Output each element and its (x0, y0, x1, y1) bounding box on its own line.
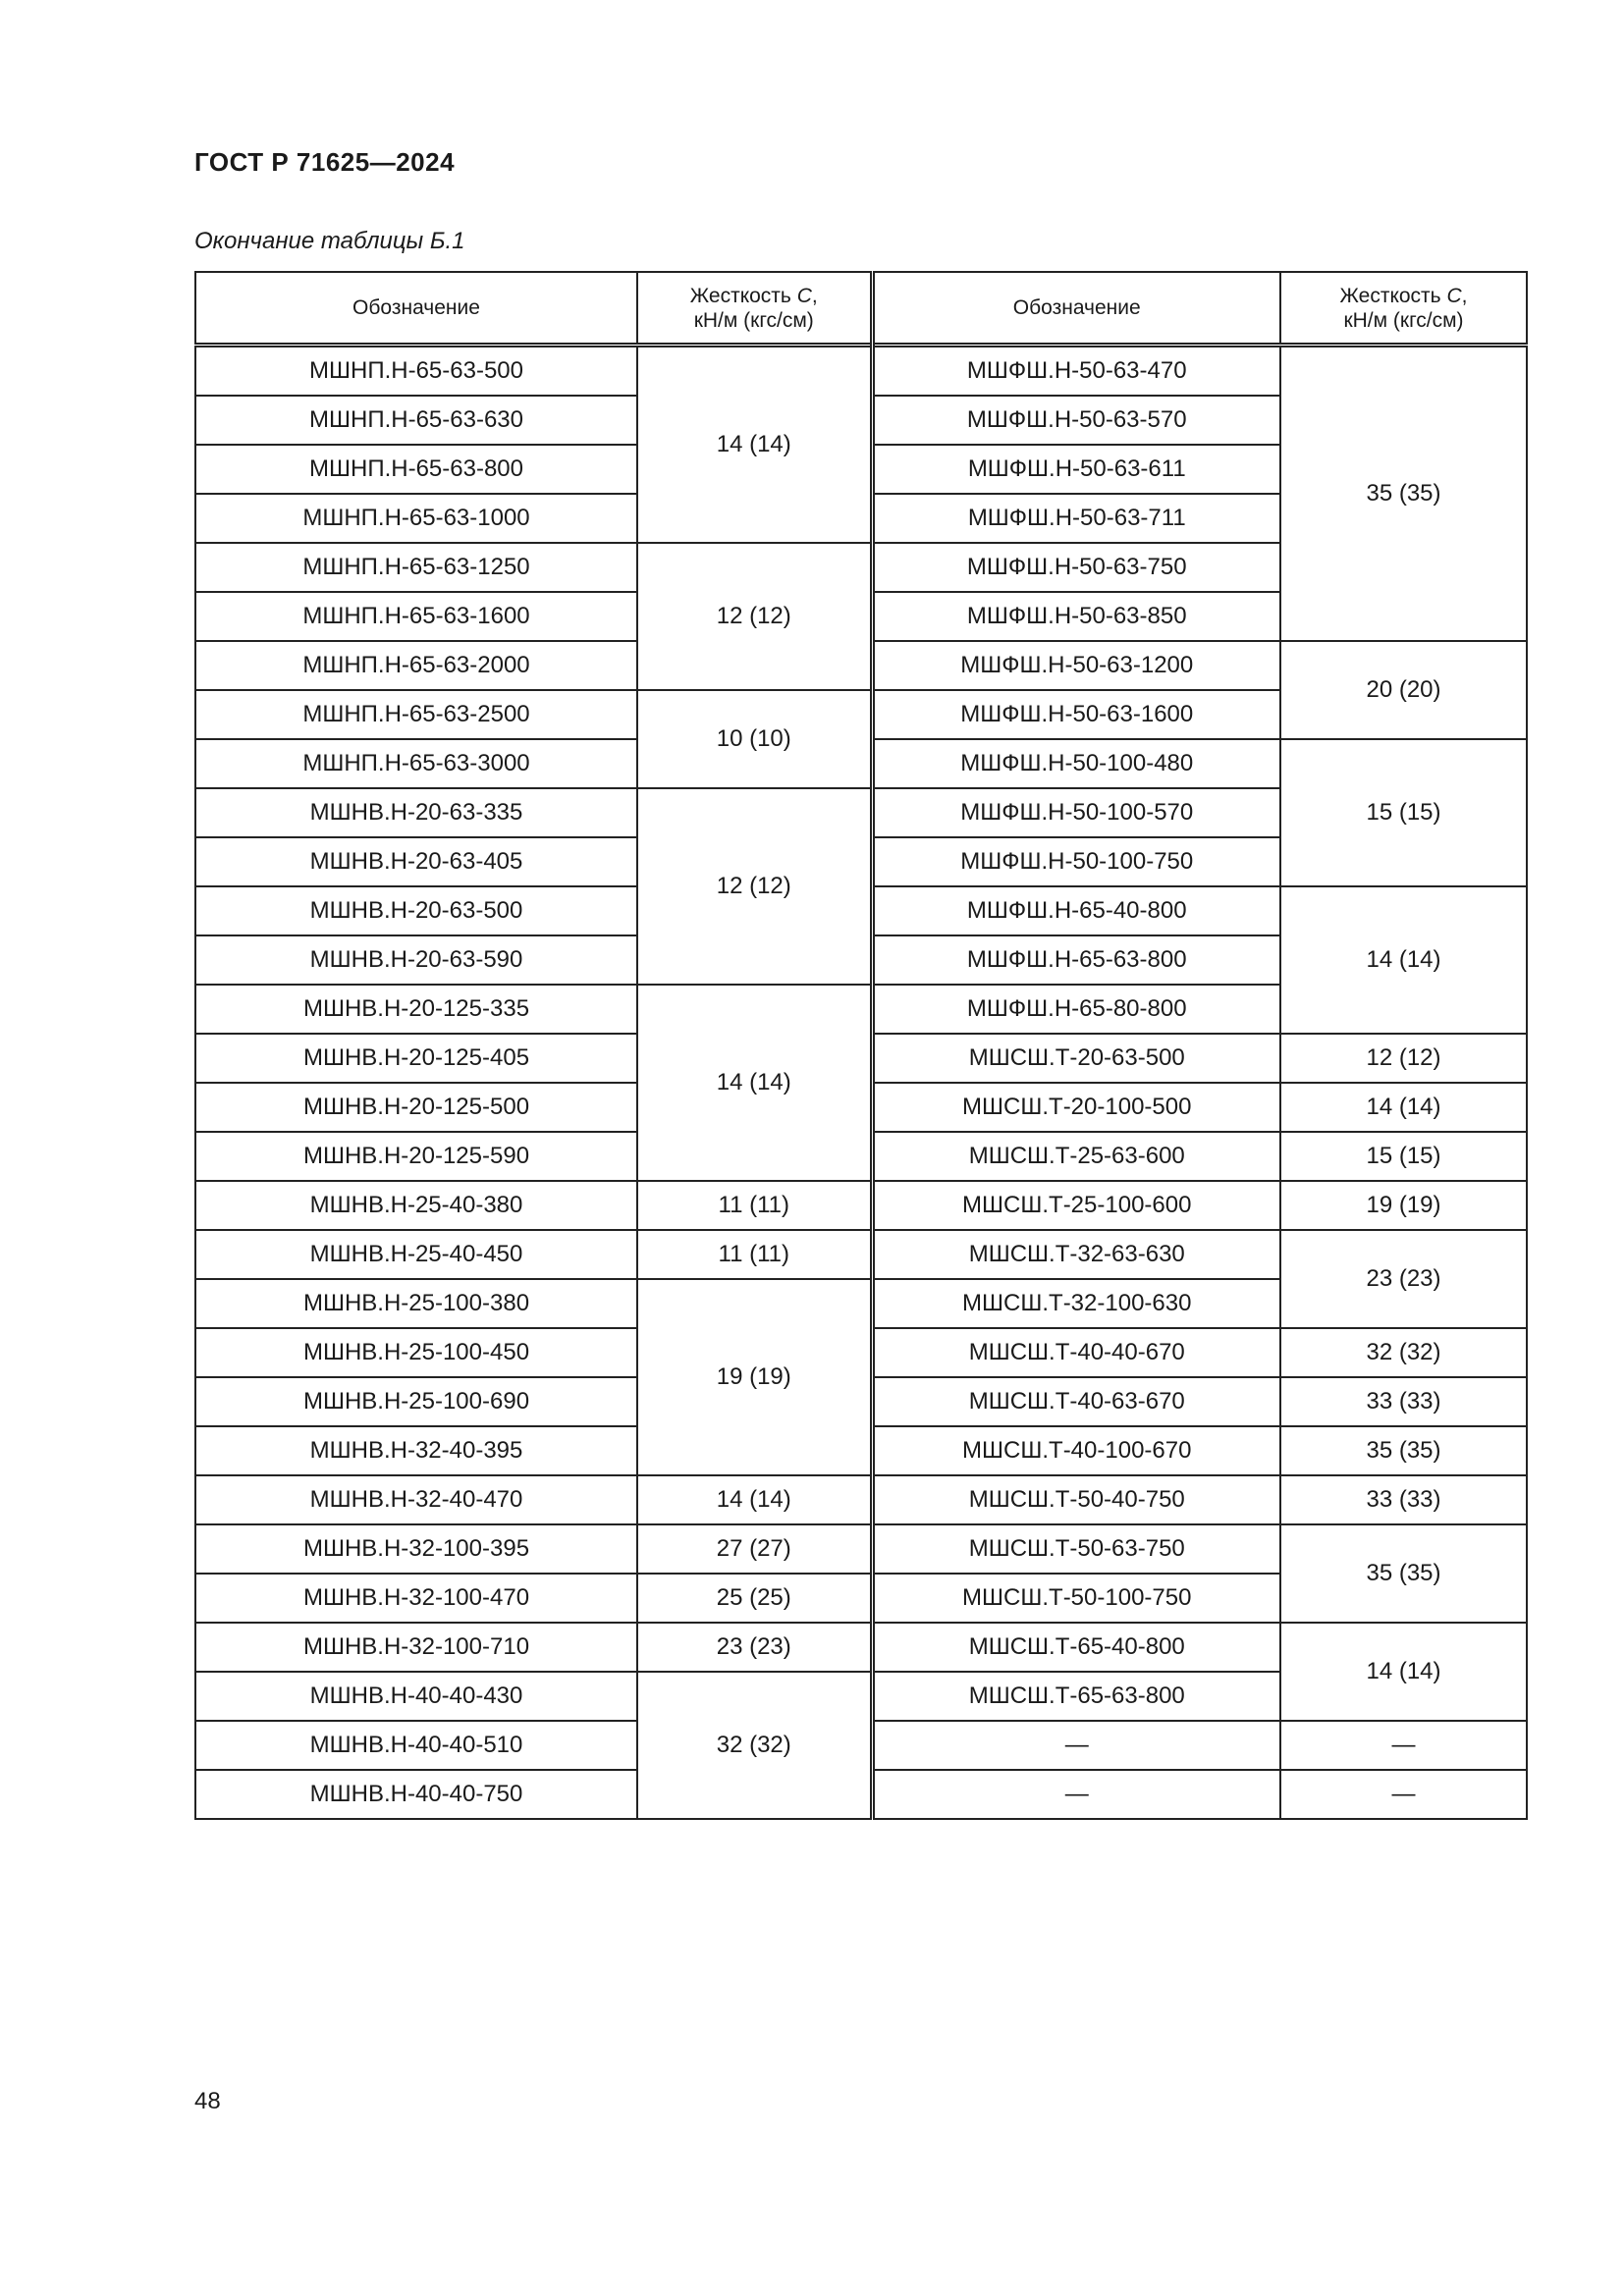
designation-cell: МШНП.Н-65-63-800 (195, 445, 637, 494)
stiffness-cell: 27 (27) (637, 1524, 872, 1574)
stiffness-cell: 23 (23) (637, 1623, 872, 1672)
header-stiffness-var: C (796, 284, 812, 307)
header-designation-left: Обозначение (195, 272, 637, 346)
designation-cell: МШНВ.Н-40-40-510 (195, 1721, 637, 1770)
designation-cell: МШСШ.Т-50-100-750 (872, 1574, 1280, 1623)
stiffness-cell: 35 (35) (1280, 346, 1527, 642)
header-stiffness-units: кН/м (кгс/см) (1343, 308, 1464, 332)
stiffness-cell: 20 (20) (1280, 641, 1527, 739)
designation-cell: МШФШ.Н-50-63-711 (872, 494, 1280, 543)
stiffness-cell: 19 (19) (637, 1279, 872, 1475)
stiffness-cell: 14 (14) (637, 985, 872, 1181)
designation-cell: МШФШ.Н-65-80-800 (872, 985, 1280, 1034)
designation-cell: МШНВ.Н-40-40-430 (195, 1672, 637, 1721)
designation-cell: МШНВ.Н-25-100-380 (195, 1279, 637, 1328)
header-stiffness-units: кН/м (кгс/см) (693, 308, 814, 332)
designation-cell: МШНП.Н-65-63-2500 (195, 690, 637, 739)
stiffness-cell: 12 (12) (637, 788, 872, 985)
stiffness-cell: 14 (14) (1280, 1083, 1527, 1132)
designation-cell: МШФШ.Н-50-63-611 (872, 445, 1280, 494)
designation-cell: МШНВ.Н-20-63-405 (195, 837, 637, 886)
header-stiffness-prefix: Жесткость (689, 284, 797, 307)
stiffness-cell: 35 (35) (1280, 1426, 1527, 1475)
designation-cell: МШФШ.Н-50-100-480 (872, 739, 1280, 788)
designation-cell: МШНВ.Н-25-40-380 (195, 1181, 637, 1230)
stiffness-cell: 15 (15) (1280, 739, 1527, 886)
designation-cell: МШНП.Н-65-63-1600 (195, 592, 637, 641)
designation-cell: МШФШ.Н-50-100-750 (872, 837, 1280, 886)
table-caption: Окончание таблицы Б.1 (194, 228, 465, 254)
designation-cell: МШФШ.Н-50-100-570 (872, 788, 1280, 837)
stiffness-cell: 33 (33) (1280, 1377, 1527, 1426)
stiffness-cell: — (1280, 1770, 1527, 1819)
header-stiffness-var: C (1446, 284, 1462, 307)
designation-cell: МШСШ.Т-40-100-670 (872, 1426, 1280, 1475)
designation-cell: МШНВ.Н-25-40-450 (195, 1230, 637, 1279)
designation-cell: МШНВ.Н-20-125-500 (195, 1083, 637, 1132)
table-row (195, 1475, 1527, 1524)
designation-cell: МШСШ.Т-65-40-800 (872, 1623, 1280, 1672)
header-stiffness-right (1280, 272, 1527, 346)
designation-cell: МШНВ.Н-20-125-335 (195, 985, 637, 1034)
stiffness-cell: 19 (19) (1280, 1181, 1527, 1230)
stiffness-cell: 33 (33) (1280, 1475, 1527, 1524)
designation-cell: МШНВ.Н-25-100-690 (195, 1377, 637, 1426)
stiffness-cell: 14 (14) (1280, 1623, 1527, 1721)
table-header-row (195, 272, 1527, 346)
stiffness-cell: 23 (23) (1280, 1230, 1527, 1328)
header-stiffness-suffix: , (1461, 284, 1468, 307)
stiffness-cell: 32 (32) (637, 1672, 872, 1819)
designation-cell: МШНВ.Н-40-40-750 (195, 1770, 637, 1819)
designation-cell: МШСШ.Т-20-63-500 (872, 1034, 1280, 1083)
table-row (195, 1623, 1527, 1672)
designation-cell: МШСШ.Т-32-63-630 (872, 1230, 1280, 1279)
designation-cell: МШНВ.Н-32-100-710 (195, 1623, 637, 1672)
designation-cell: МШНВ.Н-32-40-395 (195, 1426, 637, 1475)
designation-cell: МШНВ.Н-20-125-590 (195, 1132, 637, 1181)
stiffness-cell: 25 (25) (637, 1574, 872, 1623)
stiffness-cell: 32 (32) (1280, 1328, 1527, 1377)
header-stiffness-suffix: , (811, 284, 818, 307)
stiffness-cell: 35 (35) (1280, 1524, 1527, 1623)
stiffness-cell: 11 (11) (637, 1181, 872, 1230)
designation-cell: МШСШ.Т-50-63-750 (872, 1524, 1280, 1574)
designation-cell: — (872, 1721, 1280, 1770)
table-row (195, 346, 1527, 397)
designation-cell: МШНП.Н-65-63-2000 (195, 641, 637, 690)
designation-cell: МШФШ.Н-50-63-1600 (872, 690, 1280, 739)
designation-cell: МШНВ.Н-20-63-335 (195, 788, 637, 837)
designation-cell: МШСШ.Т-25-100-600 (872, 1181, 1280, 1230)
designation-cell: МШСШ.Т-65-63-800 (872, 1672, 1280, 1721)
table-row (195, 1181, 1527, 1230)
table-row (195, 1524, 1527, 1574)
stiffness-cell: 12 (12) (637, 543, 872, 690)
designation-cell: МШНВ.Н-25-100-450 (195, 1328, 637, 1377)
designation-cell: МШСШ.Т-40-63-670 (872, 1377, 1280, 1426)
designation-cell: МШСШ.Т-20-100-500 (872, 1083, 1280, 1132)
designation-cell: МШНП.Н-65-63-500 (195, 346, 637, 397)
designation-cell: МШФШ.Н-50-63-470 (872, 346, 1280, 397)
designation-cell: МШНП.Н-65-63-630 (195, 396, 637, 445)
designation-cell: МШСШ.Т-40-40-670 (872, 1328, 1280, 1377)
stiffness-cell: 15 (15) (1280, 1132, 1527, 1181)
designation-cell: МШСШ.Т-25-63-600 (872, 1132, 1280, 1181)
designation-cell: МШФШ.Н-50-63-850 (872, 592, 1280, 641)
stiffness-table (194, 271, 1528, 1820)
designation-cell: МШФШ.Н-50-63-750 (872, 543, 1280, 592)
designation-cell: МШСШ.Т-50-40-750 (872, 1475, 1280, 1524)
designation-cell: МШНВ.Н-20-63-590 (195, 935, 637, 985)
stiffness-cell: 12 (12) (1280, 1034, 1527, 1083)
header-stiffness-left (637, 272, 872, 346)
stiffness-cell: 14 (14) (1280, 886, 1527, 1034)
header-designation-right: Обозначение (872, 272, 1280, 346)
designation-cell: — (872, 1770, 1280, 1819)
designation-cell: МШФШ.Н-65-40-800 (872, 886, 1280, 935)
designation-cell: МШФШ.Н-50-63-570 (872, 396, 1280, 445)
table-row (195, 1230, 1527, 1279)
stiffness-cell: 14 (14) (637, 346, 872, 544)
stiffness-cell: — (1280, 1721, 1527, 1770)
designation-cell: МШНП.Н-65-63-3000 (195, 739, 637, 788)
designation-cell: МШНВ.Н-32-40-470 (195, 1475, 637, 1524)
designation-cell: МШФШ.Н-65-63-800 (872, 935, 1280, 985)
stiffness-cell: 10 (10) (637, 690, 872, 788)
designation-cell: МШНВ.Н-32-100-470 (195, 1574, 637, 1623)
designation-cell: МШФШ.Н-50-63-1200 (872, 641, 1280, 690)
header-stiffness-prefix: Жесткость (1339, 284, 1447, 307)
document-title: ГОСТ Р 71625—2024 (194, 147, 456, 177)
designation-cell: МШНП.Н-65-63-1000 (195, 494, 637, 543)
stiffness-cell: 14 (14) (637, 1475, 872, 1524)
stiffness-cell: 11 (11) (637, 1230, 872, 1279)
designation-cell: МШНВ.Н-20-125-405 (195, 1034, 637, 1083)
designation-cell: МШНП.Н-65-63-1250 (195, 543, 637, 592)
designation-cell: МШНВ.Н-32-100-395 (195, 1524, 637, 1574)
designation-cell: МШСШ.Т-32-100-630 (872, 1279, 1280, 1328)
designation-cell: МШНВ.Н-20-63-500 (195, 886, 637, 935)
page-number: 48 (194, 2088, 221, 2114)
